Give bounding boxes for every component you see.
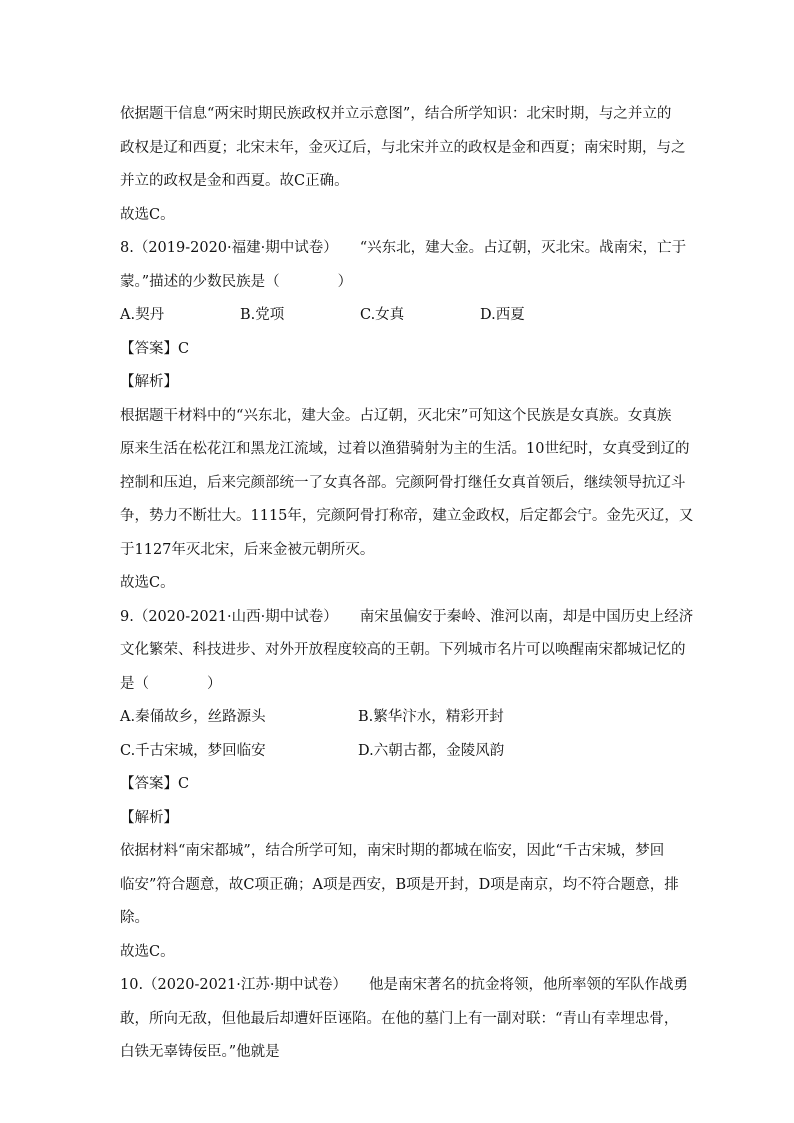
q9-options-row-1 [120, 701, 680, 735]
q7-analysis-line-2: 政权是辽和西夏；北宋末年，金灭辽后，与北宋并立的政权是金和西夏；南宋时期，与之 [120, 139, 686, 156]
q7-analysis-line-3: 并立的政权是金和西夏。故C正确。 [120, 173, 349, 189]
q9-option-d: D.六朝古都，金陵风韵 [358, 742, 505, 759]
q9-analysis-line-2: 临安”符合题意，故C项正确；A项是西安，B项是开封，D项是南京，均不符合题意，排 [120, 876, 679, 893]
q10-source: 10.（2020-2021·江苏·期中试卷） [120, 977, 347, 993]
q9-source: 9.（2020-2021·山西·期中试卷） [120, 608, 338, 625]
q8-source: 8.（2019-2020·福建·期中试卷） [120, 240, 338, 256]
q9-analysis-line-1: 依据材料“南宋都城”，结合所学可知，南宋时期的都城在临安，因此“千古宋城，梦回 [120, 843, 665, 859]
q7-conclusion: 故选C。 [120, 206, 175, 223]
q9-option-b: B.繁华汴水，精彩开封 [358, 709, 504, 725]
document-page [120, 98, 694, 1070]
q9-analysis-line-3: 除。 [120, 910, 149, 926]
q10-stem-line-2: 敢，所向无敌，但他最后却遭奸臣诬陷。在他的墓门上有一副对联：“青山有幸埋忠骨， [120, 1010, 679, 1027]
q10-stem-text-1: 他是南宋著名的抗金将领，他所率领的军队作战勇 [368, 977, 688, 993]
q9-answer: 【答案】C [120, 776, 190, 792]
q8-conclusion: 故选C。 [120, 575, 175, 591]
q8-option-a: A.契丹 [120, 307, 165, 323]
q8-analysis-line-3: 控制和压迫，后来完颜部统一了女真各部。完颜阿骨打继任女真首领后，继续领导抗辽斗 [120, 474, 686, 491]
q9-stem-line-1 [120, 601, 694, 635]
q7-analysis-line-1: 依据题干信息“两宋时期民族政权并立示意图”，结合所学知识：北宋时期，与之并立的 [120, 106, 672, 122]
q8-answer: 【答案】C [120, 340, 190, 357]
q9-analysis-label: 【解析】 [120, 809, 178, 826]
q9-stem-line-2: 文化繁荣、科技进步、对外开放程度较高的王朝。下列城市名片可以唤醒南宋都城记忆的 [120, 642, 686, 658]
q10-stem-line-1 [120, 969, 688, 1003]
q8-stem-line-2: 蒙。”描述的少数民族是（ ） [120, 273, 353, 290]
q9-conclusion: 故选C。 [120, 943, 175, 960]
q8-option-d: D.西夏 [480, 307, 525, 323]
q9-stem-text-1: 南宋虽偏安于秦岭、淮河以南，却是中国历史上经济 [359, 608, 694, 625]
q8-stem-line-1 [120, 232, 687, 266]
q8-stem-text-1: “兴东北，建大金。占辽朝，灭北宋。战南宋，亡于 [359, 240, 687, 256]
q9-option-c: C.千古宋城，梦回临安 [120, 742, 266, 759]
q8-analysis-line-1: 根据题干材料中的“兴东北，建大金。占辽朝，灭北宋”可知这个民族是女真族。女真族 [120, 407, 672, 424]
q9-option-a: A.秦俑故乡，丝路源头 [120, 709, 266, 725]
q8-analysis-line-4: 争，势力不断壮大。1115年，完颜阿骨打称帝，建立金政权，后定都会宁。金先灭辽，又 [120, 508, 694, 524]
q8-analysis-line-5: 于1127年灭北宋，后来金被元朝所灭。 [120, 541, 375, 558]
q9-stem-line-3: 是（ ） [120, 675, 222, 692]
q8-option-c: C.女真 [360, 307, 405, 323]
q10-stem-line-3: 白铁无辜铸佞臣。”他就是 [120, 1044, 280, 1060]
q9-options-row-2 [120, 735, 680, 769]
q8-analysis-label: 【解析】 [120, 374, 178, 390]
q8-option-b: B.党项 [240, 307, 285, 323]
q8-options [120, 299, 680, 333]
q8-analysis-line-2: 原来生活在松花江和黑龙江流域，过着以渔猎骑射为主的生活。10世纪时，女真受到辽的 [120, 441, 690, 457]
